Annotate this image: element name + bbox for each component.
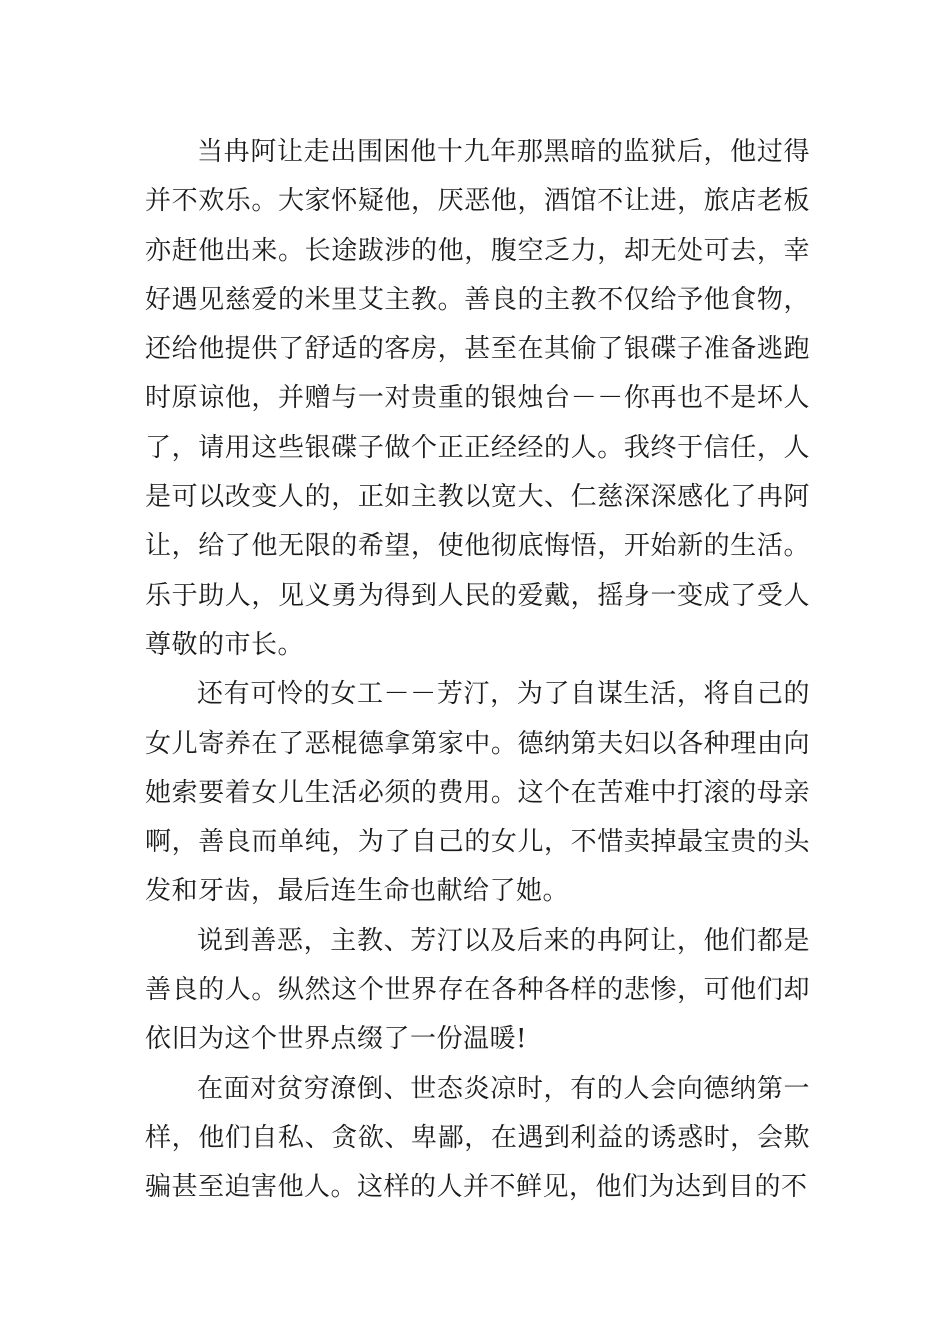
paragraph-3: 说到善恶，主教、芳汀以及后来的冉阿让，他们都是善良的人。纵然这个世界存在各种各样的悲惨，可他们却依旧为这个世界点缀了一份温暖!: [145, 925, 810, 1055]
paragraph-4: 在面对贫穷潦倒、世态炎凉时，有的人会向德纳第一样，他们自私、贪欲、卑鄙，在遇到利益的诱惑时，会欺骗甚至迫害他人。这样的人并不鲜见，他们为达到目的不: [145, 1073, 810, 1203]
paragraph-1: 当冉阿让走出围困他十九年那黑暗的监狱后，他过得并不欢乐。大家怀疑他，厌恶他，酒馆不让进，旅店老板亦赶他出来。长途跋涉的他，腹空乏力，却无处可去，幸好遇见慈爱的米里艾主教。善良的主教不仅给予他食物，还给他提供了舒适的客房，甚至在其偷了银碟子准备逃跑时原谅他，并赠与一对贵重的银烛台－－你再也不是坏人了，请用这些银碟子做个正正经经的人。我终于信任，人是可以改变人的，正如主教以宽大、仁慈深深感化了冉阿让，给了他无限的希望，使他彻底悔悟，开始新的生活。乐于助人，见义勇为得到人民的爱戴，摇身一变成了受人尊敬的市长。: [145, 137, 810, 660]
document-body: [145, 128, 810, 1213]
paragraph-2: 还有可怜的女工－－芳汀，为了自谋生活，将自己的女儿寄养在了恶棍德拿第家中。德纳第夫妇以各种理由向她索要着女儿生活必须的费用。这个在苦难中打滚的母亲啊，善良而单纯，为了自己的女儿，不惜卖掉最宝贵的头发和牙齿，最后连生命也献给了她。: [145, 679, 810, 907]
